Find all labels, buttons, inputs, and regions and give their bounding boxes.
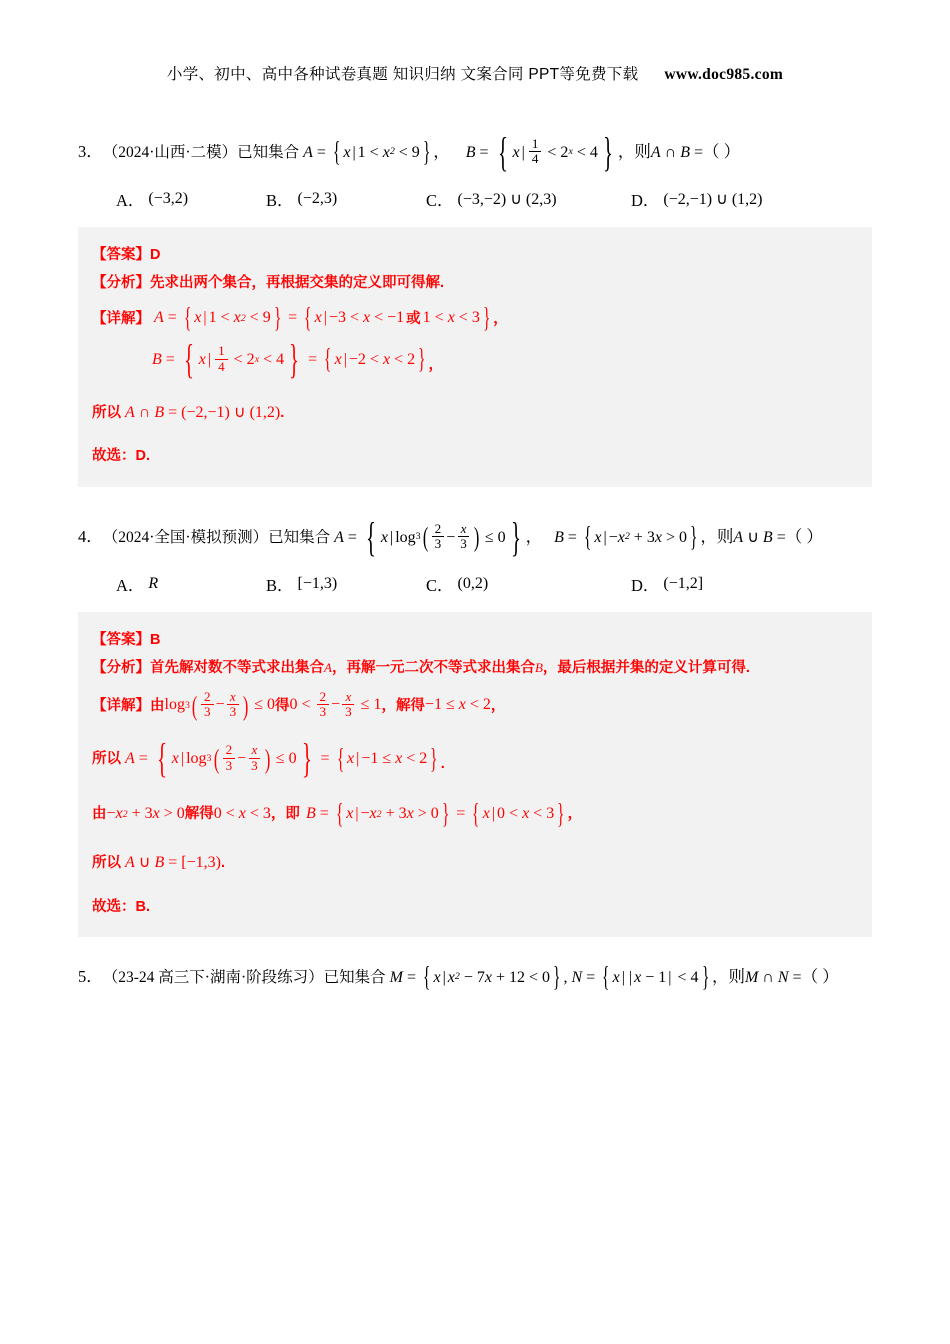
option-label: A． [116,576,145,596]
detail-set-a-solution: A = { x | log 3 ( $\frac{2}{3}$ − $\frac{x}{3}$ ) ≤ 0 } = { x | −1 ≤ x < 2 } [125,735,438,782]
analysis-text: 先求出两个集合，再根据交集的定义即可得解. [150,274,445,291]
detail-row-4 [92,851,858,876]
answer-tag: 【答案】 [92,247,150,264]
option-value: (0,2) [457,575,489,593]
question-3-option-a[interactable] [116,187,266,211]
choose-label: 故选： [92,898,136,915]
question-3-answer-box [78,227,872,487]
detail-comma-3: ， [567,806,583,823]
detail-comma-b: ， [490,697,506,714]
question-4-number: 4． [78,527,103,547]
question-3-stem [78,129,872,175]
detail-intersection: A ∩ B = (−2,−1) ∪ (1,2) [125,403,281,421]
question-4-then: ，则 [700,527,734,547]
so-label-2: 所以 [92,855,121,872]
option-value: R [148,575,159,593]
so-label: 所以 [92,404,121,421]
question-4-blank-paren: （ ） [785,527,823,547]
question-4-meta: （2024·全国·模拟预测） [102,528,269,546]
detail-union: A ∪ B = [−1,3) [125,853,221,871]
question-3-option-d[interactable] [631,187,763,211]
question-3-meta: （2024·山西·二模） [102,144,238,161]
question-3-option-b[interactable] [266,187,426,211]
question-4-set-a: A = { x | log 3 ( $\frac{2}{3}$ − $\frac{x}{3}$ ) ≤ 0 } [334,513,521,560]
detail-ineq-3: −1 ≤ x < 2 [424,696,491,714]
option-label: B． [266,576,294,596]
question-3-then: ，则 [617,142,651,162]
question-4-option-a[interactable] [116,572,266,596]
answer-tag: 【答案】 [92,632,150,649]
option-value: (−2,3) [297,190,338,208]
detail-row-1 [92,691,858,720]
option-label: D． [631,191,660,211]
analysis-set-b: B [534,659,543,675]
detail-comma: ， [381,697,396,714]
option-label: C． [426,576,454,596]
question-3-expression: A ∩ B = [650,143,703,161]
so-label: 所以 [92,750,121,767]
analysis-text-1: 首先解对数不等式求出集合 [150,659,324,676]
analysis-tag: 【分析】 [92,274,150,291]
question-3-option-c[interactable] [426,187,631,211]
option-label: D． [631,576,660,596]
detail-row-2 [92,735,858,782]
detail-period-2: . [220,855,226,872]
question-4-expression: A ∪ B = [733,528,786,546]
question-3 [78,129,872,487]
detail-ineq-1: log 3 ( $\frac{2}{3}$ − $\frac{x}{3}$ ) ≤ 0 [164,689,275,721]
header-site-url: www.doc985.com [664,66,784,83]
detail-tag: 【详解】 [92,310,150,327]
option-value: [−1,3) [297,575,338,593]
detail-period: . [440,756,445,773]
question-3-options [78,187,872,211]
question-3-number: 3． [78,142,103,162]
question-5-sets: M = { x | x 2 − 7 x + 12 < 0 } , N = { x | | x − 1 | < 4 } [389,962,709,994]
question-5 [78,962,872,994]
question-4-option-d[interactable] [631,572,703,596]
question-3-set-a: A = { x | 1 < x 2 < 9 } [303,137,431,169]
question-5-meta: （23-24 高三下·湖南·阶段练习） [102,969,324,987]
choose-row [92,896,858,918]
page-header [78,0,872,84]
question-4-stem [78,513,872,560]
option-value: (−2,−1) ∪ (1,2) [663,191,763,209]
answer-value: B [150,632,161,649]
answer-row [92,629,858,651]
detail-ji: ，即 [270,806,300,823]
analysis-text-3: ，最后根据并集的定义计算可得. [542,659,750,676]
question-3-stem-prefix: 已知集合 [237,144,300,161]
detail-ineq-2: 0 < $\frac{2}{3}$ − $\frac{x}{3}$ ≤ 1 [289,689,382,720]
question-3-set-b: B = { x | $\frac{1}{4}$ < 2 x < 4 } [465,129,613,175]
question-4-stem-prefix: 已知集合 [268,528,331,546]
detail-ineq-5: 0 < x < 3 [213,804,271,822]
question-5-expression: M ∩ N = [744,968,802,986]
detail-row-3 [92,798,858,830]
detail-row-2 [92,336,858,383]
option-value: (−1,2] [663,575,704,593]
question-4-option-c[interactable] [426,572,631,596]
detail-set-a: A = { x | 1 < x 2 < 9 } = { x | −3 < x < −1 [154,303,405,335]
question-5-stem [78,962,872,994]
detail-comma: ， [493,310,508,327]
detail-ineq-4: − x 2 + 3 x > 0 [106,804,185,822]
header-text: 小学、初中、高中各种试卷真题 知识归纳 文案合同 PPT等免费下载 [166,66,639,83]
option-value: (−3,−2) ∪ (2,3) [457,191,557,209]
detail-comma-2: ， [428,357,444,374]
question-4-option-b[interactable] [266,572,426,596]
detail-or: 或 [406,310,421,327]
choose-value: D. [135,448,150,465]
detail-by: 由 [150,697,165,714]
analysis-tag: 【分析】 [92,659,150,676]
answer-value: D [150,247,161,264]
detail-row-1 [92,303,858,335]
analysis-set-a: A [324,659,332,675]
question-4-set-b: B = { x | − x 2 + 3 x > 0 } [554,521,698,553]
question-4 [78,513,872,937]
question-5-number: 5． [78,967,103,987]
analysis-text-2: ，再解一元二次不等式求出集合 [331,659,535,676]
question-3-blank-paren: （ ） [703,142,741,162]
analysis-row [92,272,858,294]
option-label: B． [266,191,294,211]
question-4-options [78,572,872,596]
detail-row-3 [92,401,858,426]
option-value: (−3,2) [148,190,189,208]
question-5-stem-prefix: 已知集合 [323,969,386,987]
option-label: A． [116,191,145,211]
choose-value: B. [135,898,150,915]
detail-set-a-end: 1 < x < 3 } [422,303,491,335]
detail-tag: 【详解】 [92,697,150,714]
detail-by-2: 由 [92,806,107,823]
detail-get: 得 [274,697,290,714]
detail-solve-2: 解得 [184,806,214,823]
question-4-comma: ， [525,527,543,547]
choose-label: 故选： [92,448,136,465]
choose-row [92,445,858,467]
option-label: C． [426,191,454,211]
question-5-then: ，则 [711,967,745,987]
detail-period: . [280,404,285,421]
detail-set-b-solution: B = { x | − x 2 + 3 x > 0 } = { x | 0 < x < 3 } [305,798,565,830]
question-4-answer-box [78,612,872,937]
detail-set-b: B = { x | $\frac{1}{4}$ < 2 x < 4 } = { x | −2 < x < 2 } [152,336,426,383]
detail-solve: 解得 [395,697,425,714]
question-5-blank-paren: （ ） [801,967,839,987]
answer-row [92,244,858,266]
question-3-comma-1: ， [433,142,450,162]
analysis-row [92,657,858,679]
